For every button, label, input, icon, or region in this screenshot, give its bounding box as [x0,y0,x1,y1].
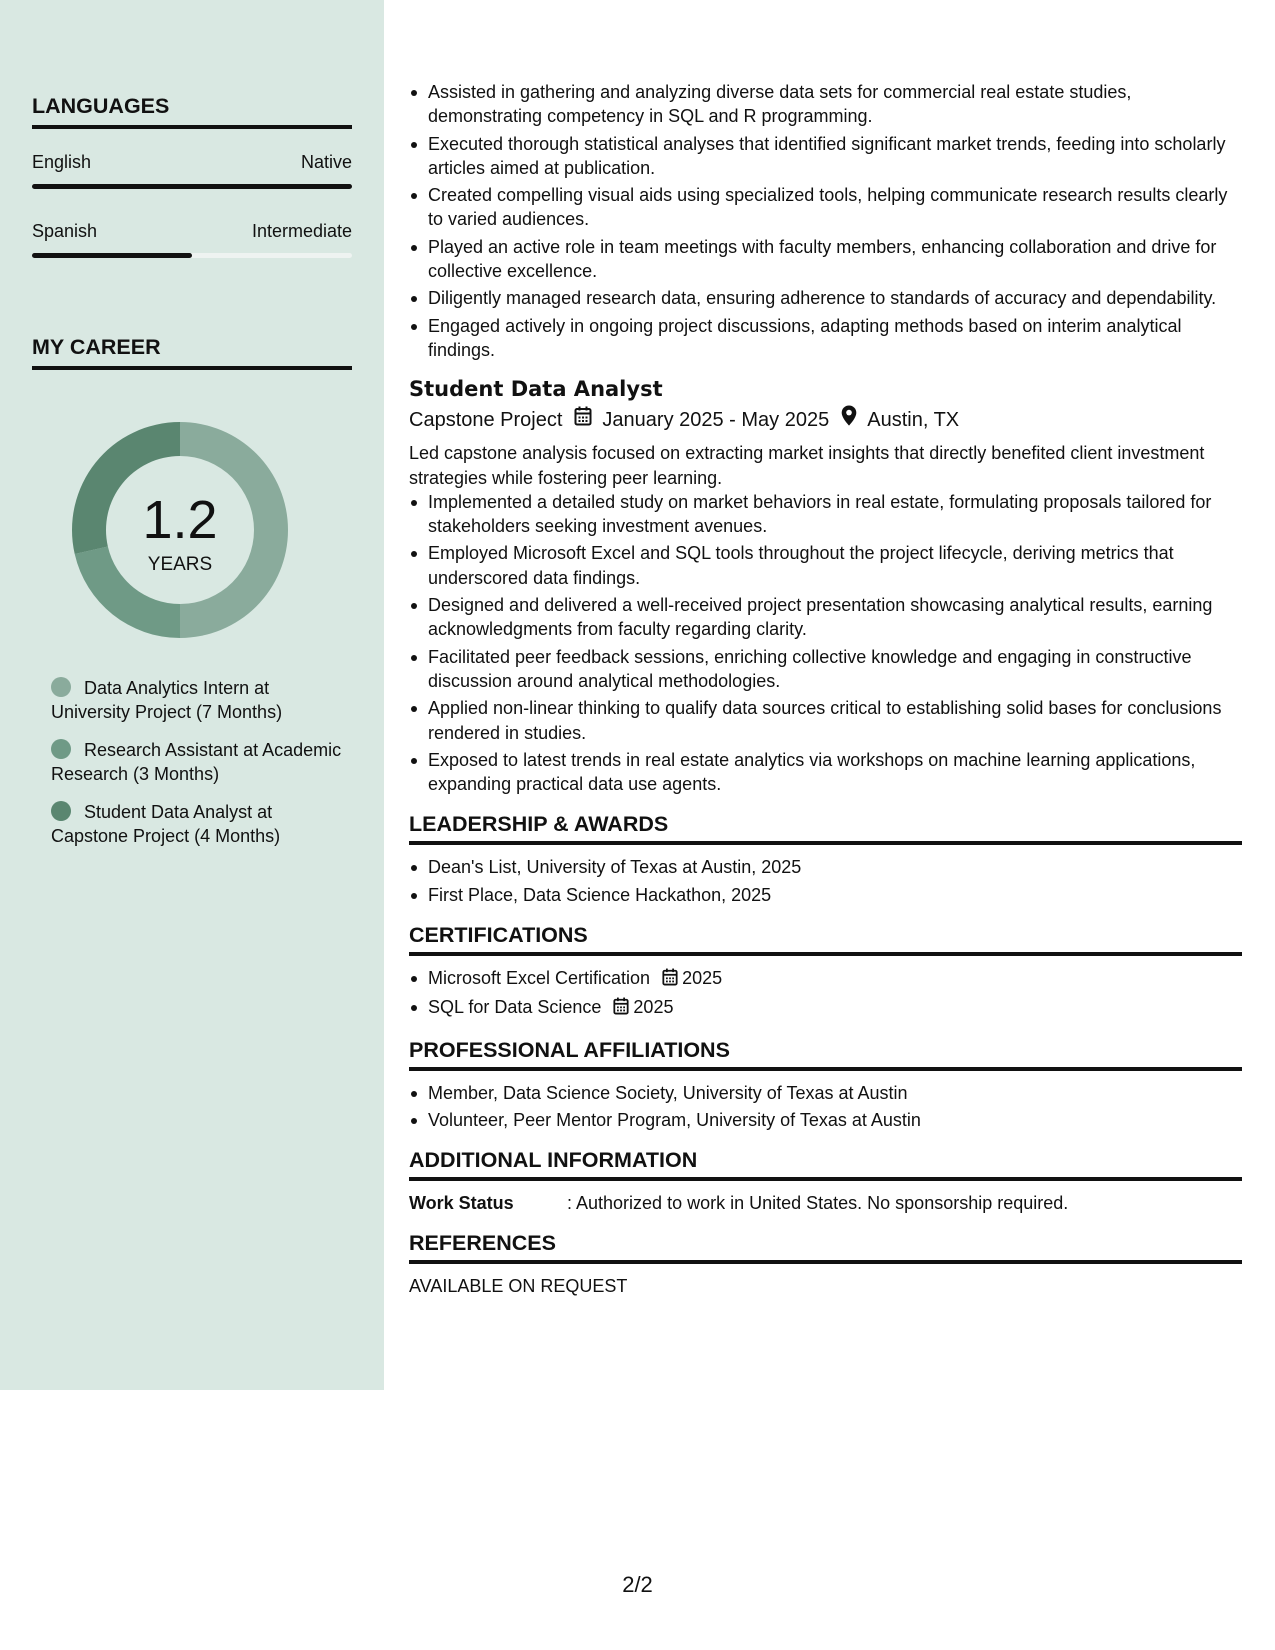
legend-dot-icon [51,739,71,759]
legend-dot-icon [51,677,71,697]
job-company: Capstone Project [409,409,563,432]
list-item: Assisted in gathering and analyzing diverse data sets for commercial real estate studies, demonstrating competency in SQL and R programming. [409,80,1242,129]
list-item: Facilitated peer feedback sessions, enriching collective knowledge and engaging in constructive discussion around analytical methodologies. [409,645,1242,694]
career-item-label: Research Assistant at Academic Research (3 Months) [51,740,342,784]
list-item: Member, Data Science Society, University of Texas at Austin [409,1081,1242,1105]
career-item [51,738,351,786]
list-item: Designed and delivered a well-received project presentation showcasing analytical results, earning acknowledgments from faculty regarding clarity. [409,593,1242,642]
job-meta [409,405,1242,435]
list-item: Engaged actively in ongoing project discussions, adapting methods based on interim analytical findings. [409,314,1242,363]
location-pin-icon [841,405,857,435]
career-heading: MY CAREER [32,335,352,370]
certifications-list [409,966,1242,1022]
cert-year: 2025 [682,968,723,989]
cert-name: SQL for Data Science [428,997,602,1018]
language-bar-english [32,184,352,189]
references-heading: REFERENCES [409,1231,1242,1264]
job-dates: January 2025 - May 2025 [602,409,830,432]
list-item: Executed thorough statistical analyses that identified significant market trends, feeding into scholarly articles aimed at publication. [409,132,1242,181]
list-item: Implemented a detailed study on market behaviors in real estate, formulating proposals tailored for stakeholders seeking investment avenues. [409,490,1242,539]
awards-list [409,855,1242,907]
list-item: Dean's List, University of Texas at Austin, 2025 [409,855,1242,879]
job-summary: Led capstone analysis focused on extracting market insights that directly benefited client investment strategies while fostering peer learning. [409,443,1205,488]
career-donut-chart [66,416,294,644]
language-row-spanish [32,221,352,242]
awards-heading: LEADERSHIP & AWARDS [409,812,1242,845]
career-item-label: Data Analytics Intern at University Project (7 Months) [51,678,283,722]
cert-name: Microsoft Excel Certification [428,968,651,989]
list-item [409,995,1242,1021]
career-item-label: Student Data Analyst at Capstone Project (4 Months) [51,802,281,846]
references-text: AVAILABLE ON REQUEST [409,1276,628,1297]
work-status-label: Work Status [409,1193,514,1214]
work-status-row [409,1191,1242,1215]
list-item: First Place, Data Science Hackathon, 2025 [409,883,1242,907]
career-years-value: 1.2 [142,490,218,550]
list-item: Employed Microsoft Excel and SQL tools throughout the project lifecycle, deriving metrics that underscored data findings. [409,541,1242,590]
list-item: Exposed to latest trends in real estate analytics via workshops on machine learning applications, expanding practical data use agents. [409,748,1242,797]
career-years-unit: YEARS [147,554,213,575]
language-level: Native [300,152,352,172]
legend-dot-icon [51,801,71,821]
job-bullets [409,490,1242,797]
career-legend [51,676,351,862]
additional-info-heading: ADDITIONAL INFORMATION [409,1148,1242,1181]
language-name: Spanish [32,221,98,241]
career-item [51,676,351,724]
certifications-heading: CERTIFICATIONS [409,923,1242,956]
language-bar-spanish [32,253,352,258]
list-item: Played an active role in team meetings with faculty members, enhancing collaboration and drive for collective excellence. [409,235,1242,284]
calendar-icon [662,968,678,992]
job-location: Austin, TX [867,409,960,432]
previous-job-bullets [409,80,1242,362]
language-bar-fill [32,184,352,189]
main-content [409,80,1242,1298]
affiliations-list [409,1081,1242,1133]
list-item: Volunteer, Peer Mentor Program, University of Texas at Austin [409,1108,1242,1132]
list-item: Created compelling visual aids using specialized tools, helping communicate research results clearly to varied audiences. [409,183,1242,232]
calendar-icon [574,405,592,435]
affiliations-heading: PROFESSIONAL AFFILIATIONS [409,1038,1242,1071]
language-name: English [32,152,92,172]
calendar-icon [613,997,629,1021]
language-bar-fill [32,253,192,258]
language-level: Intermediate [251,221,352,241]
list-item: Applied non-linear thinking to qualify data sources critical to establishing solid bases for conclusions rendered in studies. [409,696,1242,745]
list-item: Diligently managed research data, ensuring adherence to standards of accuracy and dependability. [409,286,1242,310]
list-item [409,966,1242,992]
work-status-value: : Authorized to work in United States. No sponsorship required. [567,1193,1069,1214]
cert-year: 2025 [633,997,674,1018]
career-item [51,800,351,848]
languages-heading: LANGUAGES [32,94,352,129]
language-row-english [32,152,352,173]
sidebar [0,0,384,1390]
page-number: 2/2 [622,1572,653,1597]
job-title: Student Data Analyst [409,377,663,402]
